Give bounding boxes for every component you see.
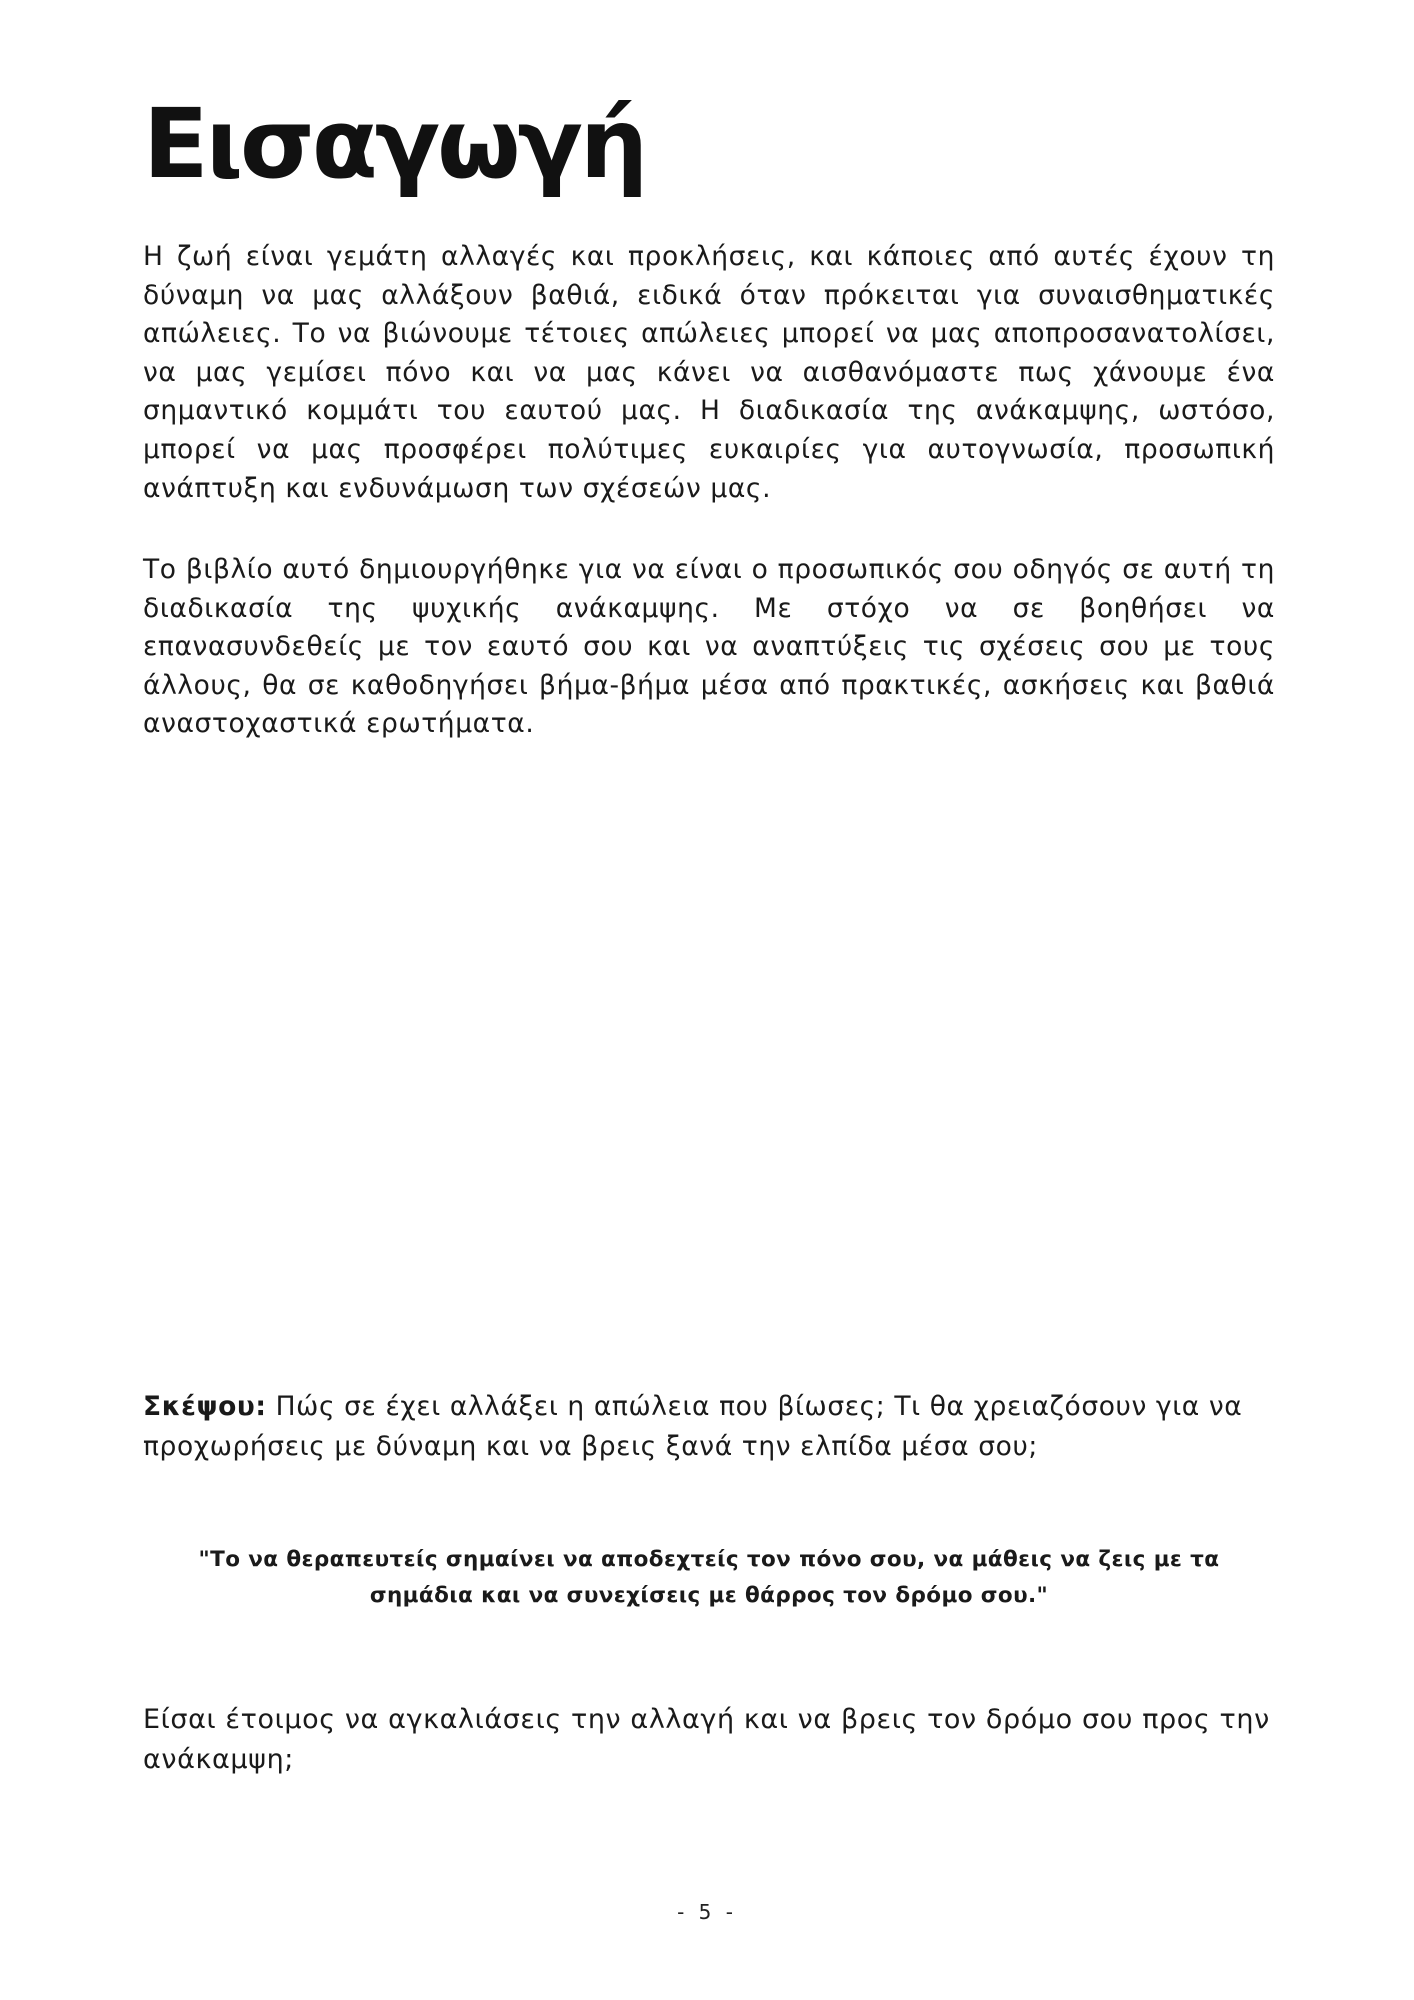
intro-paragraph-1: Η ζωή είναι γεμάτη αλλαγές και προκλήσεις, και κάποιες από αυτές έχουν τη δύναμη να μας αλλάξουν βαθιά, ειδικά όταν πρόκειται για συναισθηματικές απώλειες. Το να βιώνουμε τέτοιες απώλειες μπορεί να μας αποπροσανατολίσει, να μας γεμίσει πόνο και να μας κάνει να αισθανόμαστε πως χάνουμε ένα σημαντικό κομμάτι του εαυτού μας. Η διαδικασία της ανάκαμψης, ωστόσο, μπορεί να μας προσφέρει πολύτιμες ευκαιρίες για αυτογνωσία, προσωπική ανάπτυξη και ενδυνάμωση των σχέσεών μας.: [143, 241, 1275, 504]
closing-question: Είσαι έτοιμος να αγκαλιάσεις την αλλαγή και να βρεις τον δρόμο σου προς την ανάκαμψη;: [143, 1704, 1270, 1775]
reflection-prompt: [143, 1387, 1275, 1467]
page-number: - 5 -: [677, 1900, 737, 1924]
reflection-text: Πώς σε έχει αλλάξει η απώλεια που βίωσες; Τι θα χρειαζόσουν για να προχωρήσεις με δύναμη και να βρεις ξανά την ελπίδα μέσα σου;: [143, 1391, 1243, 1462]
intro-paragraph-2: Το βιβλίο αυτό δημιουργήθηκε για να είναι ο προσωπικός σου οδηγός σε αυτή τη διαδικασία της ψυχικής ανάκαμψης. Με στόχο να σε βοηθήσει να επανασυνδεθείς με τον εαυτό σου και να αναπτύξεις τις σχέσεις σου με τους άλλους, θα σε καθοδηγήσει βήμα-βήμα μέσα από πρακτικές, ασκήσεις και βαθιά αναστοχαστικά ερωτήματα.: [143, 554, 1275, 740]
reflection-label: Σκέψου:: [143, 1391, 267, 1422]
page-title: Εισαγωγή: [143, 88, 646, 200]
quote: "Το να θεραπευτείς σημαίνει να αποδεχτείς τον πόνο σου, να μάθεις να ζεις με τα σημάδια και να συνεχίσεις με θάρρος τον δρόμο σου.": [198, 1547, 1220, 1608]
